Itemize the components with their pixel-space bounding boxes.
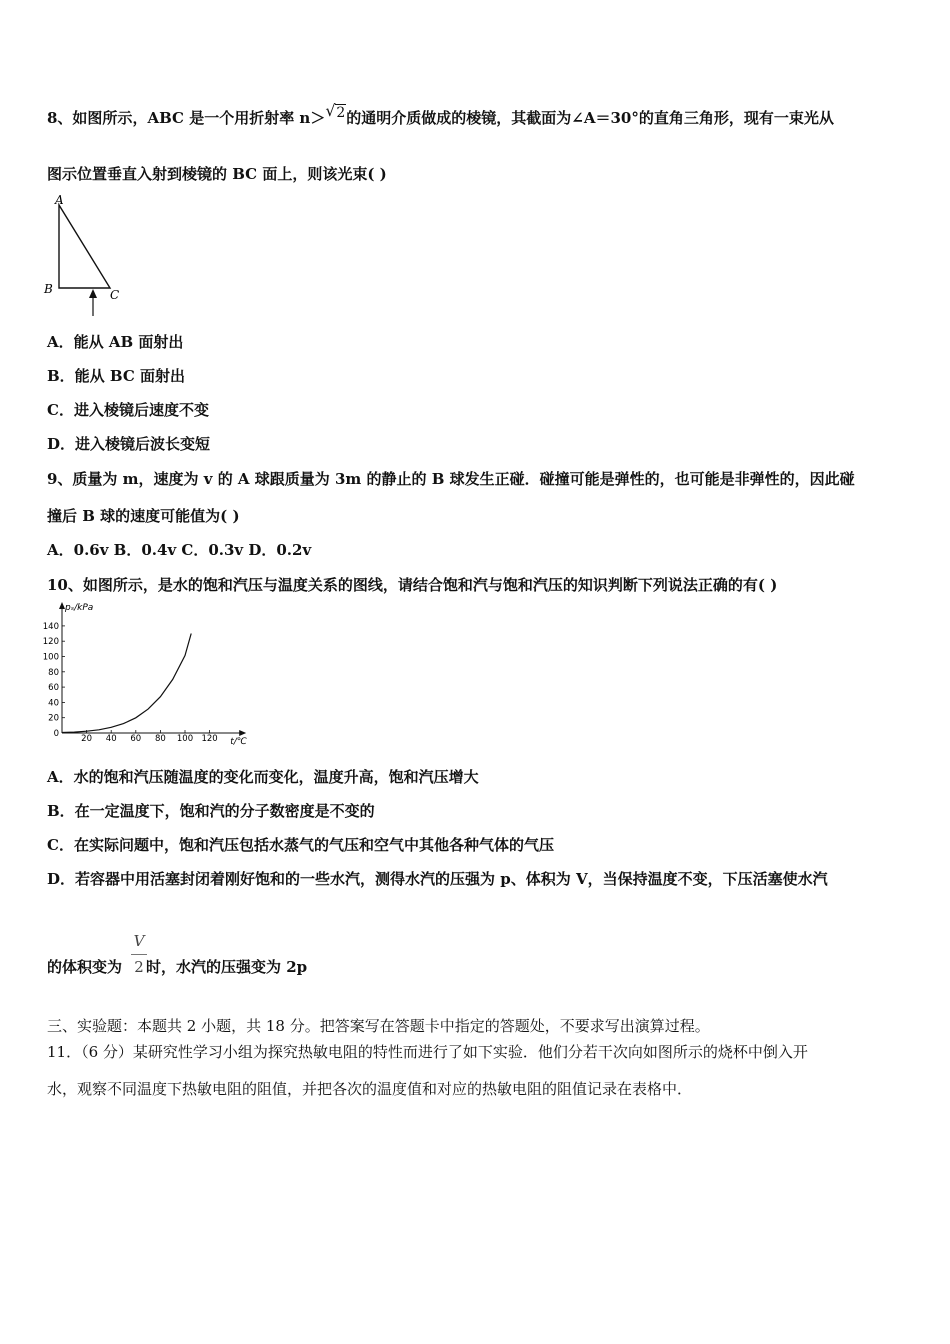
q11-line-1: 11．（6 分）某研究性学习小组为探究热敏电阻的特性而进行了如下实验．他们分若干次向如图所示的烧杯中倒入开 xyxy=(47,1043,808,1061)
chart-ticks xyxy=(43,622,218,744)
q9-stem-line-2: 撞后 B 球的速度可能值为( ) xyxy=(47,507,240,525)
q8-stem-line-1 xyxy=(47,101,834,129)
q8-option-b: B．能从 BC 面射出 xyxy=(47,367,186,385)
q10-option-d-line-2 xyxy=(47,957,307,977)
q11-line-2: 水，观察不同温度下热敏电阻的阻值，并把各次的温度值和对应的热敏电阻的阻值记录在表格中． xyxy=(47,1080,693,1098)
chart-axes xyxy=(59,602,248,747)
x-axis-arrow-icon xyxy=(239,730,246,736)
section-3-heading: 三、实验题：本题共 2 小题，共 18 分。把答案写在答题卡中指定的答题处，不要求写出演算过程。 xyxy=(47,1017,710,1035)
sqrt-2-symbol: √ 2 xyxy=(325,101,346,121)
fraction-numerator: V xyxy=(133,932,145,950)
fraction-bar xyxy=(131,954,147,955)
y-tick-label: 100 xyxy=(42,652,59,663)
q10-option-c: C．在实际问题中，饱和汽压包括水蒸气的气压和空气中其他各种气体的气压 xyxy=(47,836,554,854)
q8-stem-text-a: 8、如图所示，ABC 是一个用折射率 n＞ xyxy=(47,109,326,127)
y-tick-label: 40 xyxy=(48,698,59,709)
prism-figure xyxy=(40,192,130,322)
x-tick-label: 80 xyxy=(154,734,166,744)
x-tick-label: 20 xyxy=(81,734,93,744)
q10-option-b: B．在一定温度下，饱和汽的分子数密度是不变的 xyxy=(47,802,375,820)
q9-stem-line-1: 9、质量为 m，速度为 v 的 A 球跟质量为 3m 的静止的 B 球发生正碰．碰撞可能是弹性的，也可能是非弹性的，因此碰 xyxy=(47,470,855,488)
prism-triangle xyxy=(59,205,110,288)
q8-option-a: A．能从 AB 面射出 xyxy=(47,333,184,351)
q8-stem-line-2: 图示位置垂直入射到棱镜的 BC 面上，则该光束( ) xyxy=(47,165,387,183)
x-tick-label: 120 xyxy=(201,734,218,744)
x-tick-label: 100 xyxy=(176,734,194,744)
y-tick-label: 80 xyxy=(48,667,59,678)
y-tick-label: 140 xyxy=(42,621,59,632)
q8-option-d: D．进入棱镜后波长变短 xyxy=(47,435,211,453)
y-tick-label: 120 xyxy=(42,637,59,648)
q9-options: A．0.6v B．0.4v C．0.3v D．0.2v xyxy=(47,541,312,559)
vertex-label-b: B xyxy=(44,282,53,296)
q8-stem-text-b: 的通明介质做成的棱镜，其截面为∠A＝30°的直角三角形，现有一束光从 xyxy=(346,109,834,127)
q10-option-d-line-1: D．若容器中用活塞封闭着刚好饱和的一些水汽，测得水汽的压强为 p、体积为 V，当保持温度不变，下压活塞使水汽 xyxy=(47,870,828,888)
light-beam-arrow-icon xyxy=(89,289,97,298)
y-tick-label: 20 xyxy=(48,713,59,724)
vapor-pressure-curve xyxy=(62,634,191,733)
x-tick-label: 40 xyxy=(105,734,117,744)
q10-option-d-text-a: 的体积变为 xyxy=(47,958,123,976)
q10-option-d-text-b: 时，水汽的压强变为 2p xyxy=(146,958,308,976)
q8-option-c: C．进入棱镜后速度不变 xyxy=(47,401,209,419)
sqrt-radicand: 2 xyxy=(336,105,346,121)
y-tick-label: 60 xyxy=(48,683,59,694)
fraction-denominator: 2 xyxy=(134,958,144,976)
y-axis-label: pₛ/kPa xyxy=(65,603,94,613)
vertex-label-c: C xyxy=(110,288,120,302)
q10-option-a: A．水的饱和汽压随温度的变化而变化，温度升高，饱和汽压增大 xyxy=(47,768,479,786)
x-tick-label: 60 xyxy=(130,734,142,744)
vapor-pressure-chart xyxy=(40,600,255,750)
chart-series xyxy=(62,634,191,733)
q10-stem: 10、如图所示，是水的饱和汽压与温度关系的图线，请结合饱和汽与饱和汽压的知识判断下列说法正确的有( ) xyxy=(47,576,778,594)
y-tick-label: 0 xyxy=(53,729,59,739)
vertex-label-a: A xyxy=(55,193,64,207)
x-axis-label: t/℃ xyxy=(230,737,247,747)
